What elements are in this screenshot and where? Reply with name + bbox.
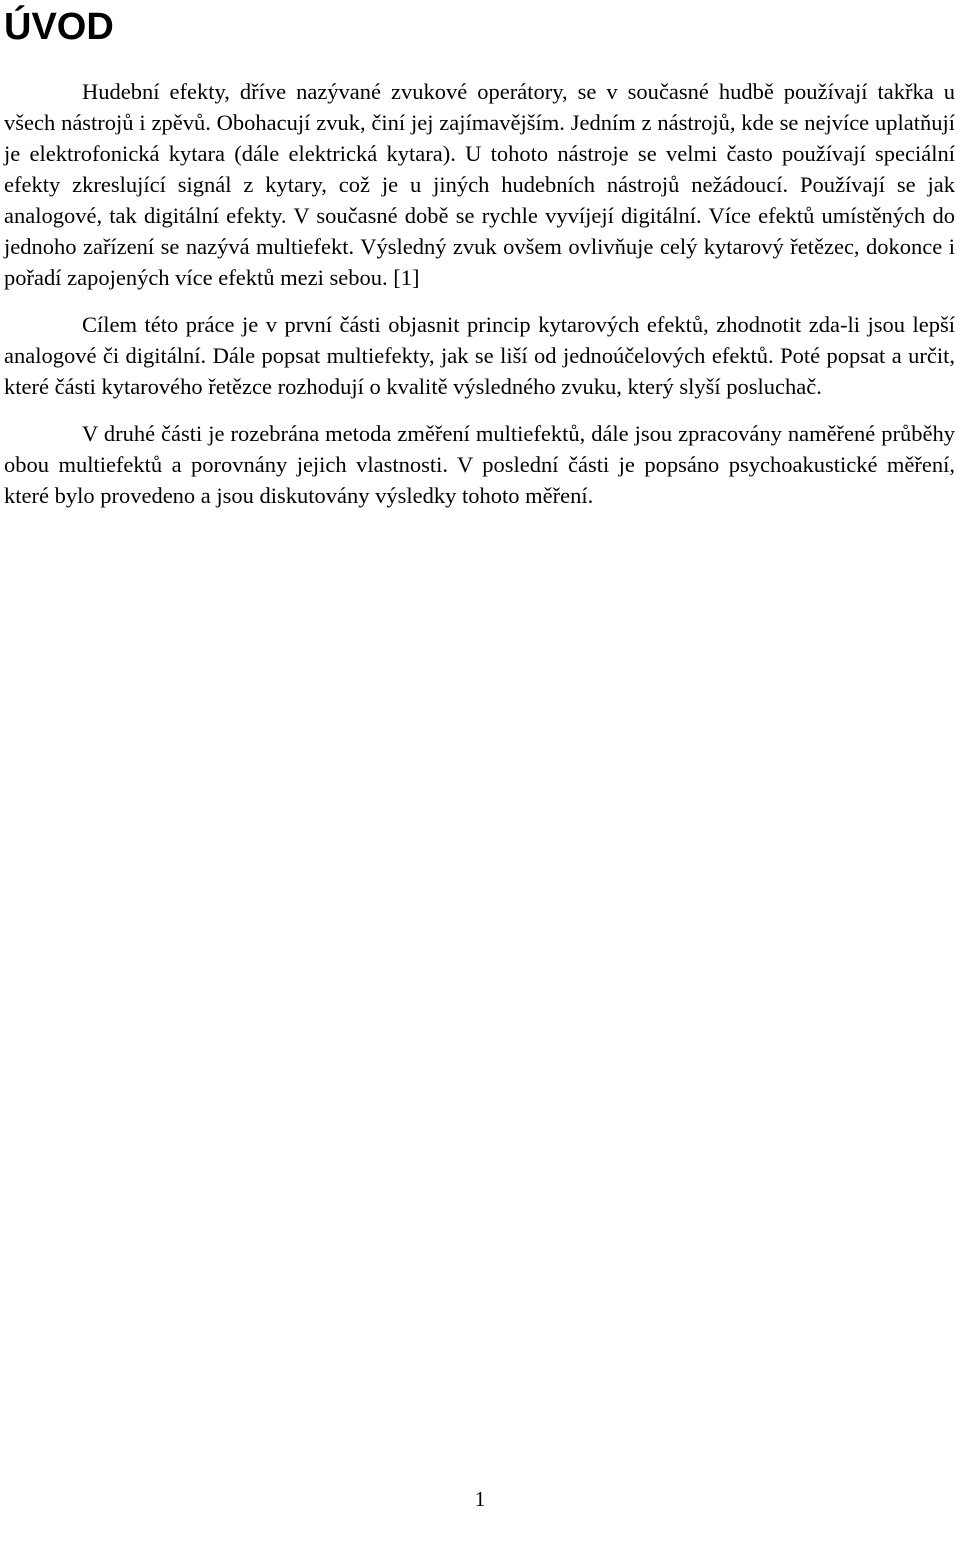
page-number: 1 (474, 1487, 486, 1511)
page-title: ÚVOD (4, 6, 114, 48)
document-body (4, 76, 955, 511)
paragraph-second-part: V druhé části je rozebrána metoda změření multiefektů, dále jsou zpracovány naměřené průběhy obou multiefektů a porovnány jejich vlastnosti. V poslední části je popsáno psychoakustické měření, které bylo provedeno a jsou diskutovány výsledky tohoto měření. (4, 421, 955, 508)
paragraph-goals: Cílem této práce je v první části objasnit princip kytarových efektů, zhodnotit zda-li jsou lepší analogové či digitální. Dále popsat multiefekty, jak se liší od jednoúčelových efektů. Poté popsat a určit, které části kytarového řetězce rozhodují o kvalitě výsledného zvuku, který slyší posluchač. (4, 312, 955, 399)
paragraph-intro: Hudební efekty, dříve nazývané zvukové operátory, se v současné hudbě používají takřka u všech nástrojů i zpěvů. Obohacují zvuk, činí jej zajímavějším. Jedním z nástrojů, kde se nejvíce uplatňují je elektrofonická kytara (dále elektrická kytara). U tohoto nástroje se velmi často používají speciální efekty zkreslující signál z kytary, což je u jiných hudebních nástrojů nežádoucí. Používají se jak analogové, tak digitální efekty. V současné době se rychle vyvíjejí digitální. Více efektů umístěných do jednoho zařízení se nazývá multiefekt. Výsledný zvuk ovšem ovlivňuje celý kytarový řetězec, dokonce i pořadí zapojených více efektů mezi sebou. [1] (4, 79, 955, 290)
